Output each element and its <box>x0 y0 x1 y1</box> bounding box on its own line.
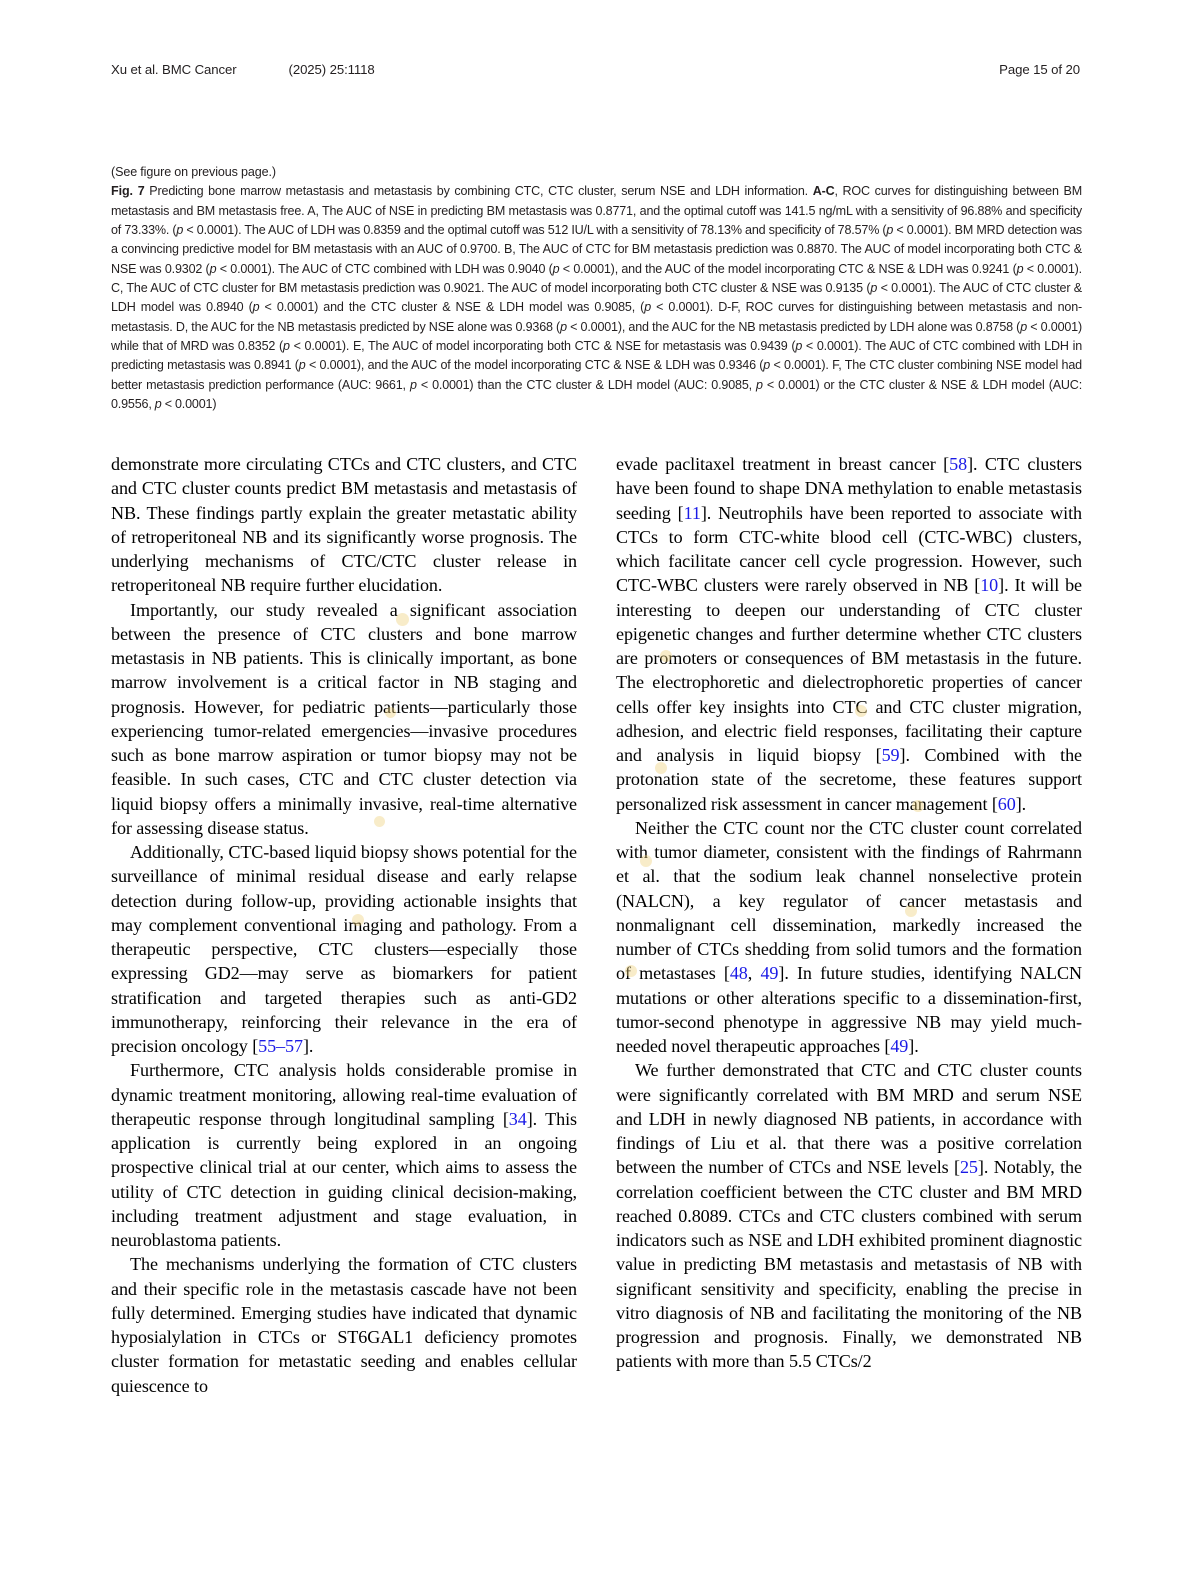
caption-text-1: Predicting bone marrow metastasis and metastasis by combining CTC, CTC cluster, serum NSE and LDH information. <box>144 184 813 199</box>
paragraph-nalcn-tumor-diameter <box>616 816 1082 1059</box>
figure-caption <box>111 163 1082 414</box>
rpara2-text-b: ]. In future studies, identifying NALCN mutations or other alterations specific to a dissemination-first, tumor-second phenotype in aggressive NB may yield much-needed novel therapeutic approaches [ <box>616 963 1082 1056</box>
rpara1-text-d: ]. It will be interesting to deepen our understanding of CTC cluster epigenetic changes and further determine whether CTC clusters are promoters or consequences of BM metastasis in the future. The electrophoretic and dielectrophoretic properties of cancer cells offer key insights into CTC and CTC cluster migration, adhesion, and electric field responses, facilitating their capture and analysis in liquid biopsy [ <box>616 575 1083 765</box>
caption-text-17: < 0.0001) than the CTC cluster & LDH model (AUC: 0.9085, <box>416 377 757 392</box>
caption-p-16: p <box>756 377 763 392</box>
caption-p-1: p <box>176 223 184 238</box>
caption-text-6: < 0.0001), and the AUC of the model incorporating CTC & NSE & LDH was 0.9241 ( <box>559 261 1017 276</box>
caption-p-10: p <box>1020 319 1027 334</box>
figure-caption-body <box>111 182 1082 414</box>
page-number-label: Page 15 of 20 <box>999 62 1080 77</box>
caption-p-8: p <box>644 300 651 315</box>
caption-p-2: p <box>886 223 894 238</box>
rpara1-text-e: ]. Combined with the protonation state of the secretome, these features support personalized risk assessment in cancer management [ <box>616 745 1082 814</box>
caption-p-14: p <box>763 358 771 373</box>
citation-link-10[interactable]: 10 <box>980 575 999 596</box>
caption-p-15: p <box>409 377 417 392</box>
caption-p-11: p <box>283 339 290 354</box>
caption-p-6: p <box>870 281 878 296</box>
rpara2-text-c: ]. <box>908 1036 919 1056</box>
para4-text-b: ]. This application is currently being explored in an ongoing prospective clinical trial at our center, which aims to assess the utility of CTC detection in guiding clinical decision-making, including treatment adjustment and stage evaluation, in neuroblastoma patients. <box>111 1108 577 1250</box>
citation-link-49b[interactable]: 49 <box>890 1036 909 1056</box>
paragraph-continuation: demonstrate more circulating CTCs and CTC clusters, and CTC and CTC cluster counts predict BM metastasis and metastasis of NB. These findings partly explain the greater metastatic ability of retroperitoneal NB and its significantly worse prognosis. The underlying mechanisms of CTC/CTC cluster release in retroperitoneal NB require further elucidation. <box>111 454 577 596</box>
caption-text-3: < 0.0001). The AUC of LDH was 0.8359 and the optimal cutoff was 512 IU/L with a sensitivity of 78.13% and specificity of 78.57% ( <box>183 223 887 238</box>
paragraph-dynamic-treatment-monitoring <box>111 1058 577 1252</box>
citation-link-59[interactable]: 59 <box>881 745 900 765</box>
running-head-left <box>111 62 375 77</box>
caption-text-15: < 0.0001), and the AUC of the model incorporating CTC & NSE & LDH was 0.9346 ( <box>305 358 764 373</box>
caption-p-4: p <box>552 261 560 276</box>
see-figure-note: (See figure on previous page.) <box>111 165 276 179</box>
rpara3-text-a: We further demonstrated that CTC and CTC cluster counts were significantly correlated with BM MRD and serum NSE and LDH in newly diagnosed NB patients, in accordance with findings of Liu et al. that there was a positive correlation between the number of CTCs and NSE levels [ <box>616 1060 1082 1178</box>
caption-text-4: < 0.0001). BM MRD detection was a convincing predictive model for BM metastasis with an AUC of 0.9700. B, The AUC of CTC for BM metastasis prediction was 0.8870. The AUC of model incorporating both CTC & NSE was 0.9302 ( <box>111 223 1083 276</box>
citation-link-58[interactable]: 58 <box>949 454 968 474</box>
caption-p-17: p <box>154 397 162 412</box>
caption-text-5: < 0.0001). The AUC of CTC combined with LDH was 0.9040 ( <box>216 261 553 276</box>
caption-text-8: < 0.0001). The AUC of CTC cluster & LDH model was 0.8940 ( <box>111 281 1082 315</box>
citation-link-11[interactable]: 11 <box>683 502 701 523</box>
left-column <box>111 452 577 1398</box>
figure-label: Fig. 7 <box>111 184 145 199</box>
caption-p-9: p <box>560 319 567 334</box>
journal-citation: (2025) 25:1118 <box>288 62 375 77</box>
caption-p-13: p <box>298 358 306 373</box>
caption-text-19: < 0.0001) <box>161 397 217 412</box>
rpara1-text-b: ]. CTC clusters have been found to shape DNA methylation to enable metastasis seeding [ <box>616 454 1083 523</box>
para3-text-a: Additionally, CTC-based liquid biopsy shows potential for the surveillance of minimal residual disease and early relapse detection during follow-up, providing actionable insights that may complement conventional imaging and pathology. From a therapeutic perspective, CTC clusters—especially those expressing GD2—may serve as biomarkers for patient stratification and targeted therapies such as anti-GD2 immunotherapy, reinforcing their relevance in the era of precision oncology [ <box>111 842 577 1056</box>
caption-p-3: p <box>209 261 217 276</box>
citation-link-25[interactable]: 25 <box>959 1157 978 1178</box>
caption-text-13: < 0.0001). E, The AUC of model incorporating both CTC & NSE for metastasis was 0.9439 ( <box>289 339 796 354</box>
citation-link-55-57[interactable]: 55–57 <box>258 1036 303 1056</box>
body-columns <box>111 452 1082 1462</box>
caption-text-14: < 0.0001). The AUC of CTC combined with LDH in predicting metastasis was 0.8941 ( <box>111 339 1082 373</box>
rpara2-text-a: Neither the CTC count nor the CTC cluster count correlated with tumor diameter, consistent with the findings of Rahrmann et al. that the sodium leak channel nonselective protein (NALCN), a key regulator of cancer metastasis and nonmalignant cell dissemination, markedly increased the number of CTCs shedding from solid tumors and the formation of metastases [ <box>616 817 1082 984</box>
para4-text-a: Furthermore, CTC analysis holds considerable promise in dynamic treatment monitoring, allowing real-time evaluation of therapeutic response through longitudinal sampling [ <box>111 1060 577 1129</box>
running-head <box>111 62 1080 77</box>
paragraph-correlation-nse-ldh-mrd <box>616 1058 1082 1373</box>
paragraph-cluster-formation-mechanisms: The mechanisms underlying the formation of CTC clusters and their specific role in the metastasis cascade have not been fully determined. Emerging studies have indicated that dynamic hyposialylation in CTCs or ST6GAL1 deficiency promotes cluster formation for metastatic seeding and enables cellular quiescence to <box>111 1254 577 1396</box>
rpara2-sep: , <box>747 963 761 984</box>
caption-text-16: < 0.0001). F, The CTC cluster combining NSE model had better metastasis prediction performance (AUC: 9661, <box>111 358 1082 392</box>
caption-p-5: p <box>1016 261 1024 276</box>
rpara1-text-c: ]. Neutrophils have been reported to associate with CTCs to form CTC-white blood cell (CTC-WBC) clusters, which facilitate cancer cell cycle progression. However, such CTC-WBC clusters were rarely observed in NB [ <box>616 502 1082 596</box>
caption-text-10: < 0.0001). D-F, ROC curves for distinguishing between metastasis and non-metastasis. D, the AUC for the NB metastasis predicted by NSE alone was 0.9368 ( <box>111 300 1083 334</box>
citation-link-60[interactable]: 60 <box>997 793 1016 814</box>
journal-authors <box>111 62 237 77</box>
paragraph-liquid-biopsy-surveillance <box>111 840 577 1058</box>
paragraph-ctc-cluster-bm-association: Importantly, our study revealed a significant association between the presence of CTC clusters and bone marrow metastasis in NB patients. This is clinically important, as bone marrow involvement is a critical factor in NB staging and prognosis. However, for pediatric patients—particularly those experiencing tumor-related emergencies—invasive procedures such as bone marrow aspiration or tumor biopsy may not be feasible. In such cases, CTC and CTC cluster detection via liquid biopsy offers a minimally invasive, real-time alternative for assessing disease status. <box>111 599 577 838</box>
caption-text-2: , ROC curves for distinguishing between BM metastasis and BM metastasis free. A, The AUC of NSE in predicting BM metastasis was 0.8771, and the optimal cutoff was 141.5 ng/mL with a sensitivity of 96.88% and specificity of 73.33%. ( <box>111 184 1082 238</box>
citation-link-34[interactable]: 34 <box>508 1108 527 1129</box>
caption-text-18: < 0.0001) or the CTC cluster & NSE & LDH model (AUC: 0.9556, <box>111 377 1083 412</box>
caption-text-7: < 0.0001). C, The AUC of CTC cluster for BM metastasis prediction was 0.9021. The AUC of model incorporating both CTC cluster & NSE was 0.9135 ( <box>111 261 1082 296</box>
citation-link-49a[interactable]: 49 <box>760 963 779 984</box>
citation-link-48[interactable]: 48 <box>729 963 748 984</box>
caption-p-12: p <box>795 339 803 354</box>
paragraph-ctc-wbc-clusters <box>616 452 1082 816</box>
right-column <box>616 452 1082 1374</box>
journal-authors-prefix: Xu <box>111 62 131 77</box>
caption-panel-ref: A-C <box>812 184 835 199</box>
rpara1-text-f: ]. <box>1015 793 1027 814</box>
rpara1-text-a: evade paclitaxel treatment in breast cancer [ <box>616 454 950 474</box>
para3-text-b: ]. <box>302 1036 314 1056</box>
caption-text-9: < 0.0001) and the CTC cluster & NSE & LDH model was 0.9085, ( <box>259 300 645 315</box>
caption-p-7: p <box>252 300 260 315</box>
caption-text-11: < 0.0001), and the AUC for the NB metastasis predicted by LDH alone was 0.8758 ( <box>566 319 1021 334</box>
journal-authors-italic: et al. BMC Cancer <box>130 62 237 77</box>
rpara3-text-b: ]. Notably, the correlation coefficient between the CTC cluster and BM MRD reached 0.8089. CTCs and CTC clusters combined with serum indicators such as NSE and LDH exhibited prominent diagnostic value in predicting BM metastasis and metastasis of NB with significant sensitivity and specificity, enabling the precise in vitro diagnosis of NB and facilitating the monitoring of the NB progression and prognosis. Finally, we demonstrated NB patients with more than 5.5 CTCs/2 <box>616 1157 1082 1372</box>
caption-text-12: < 0.0001) while that of MRD was 0.8352 ( <box>111 319 1082 354</box>
